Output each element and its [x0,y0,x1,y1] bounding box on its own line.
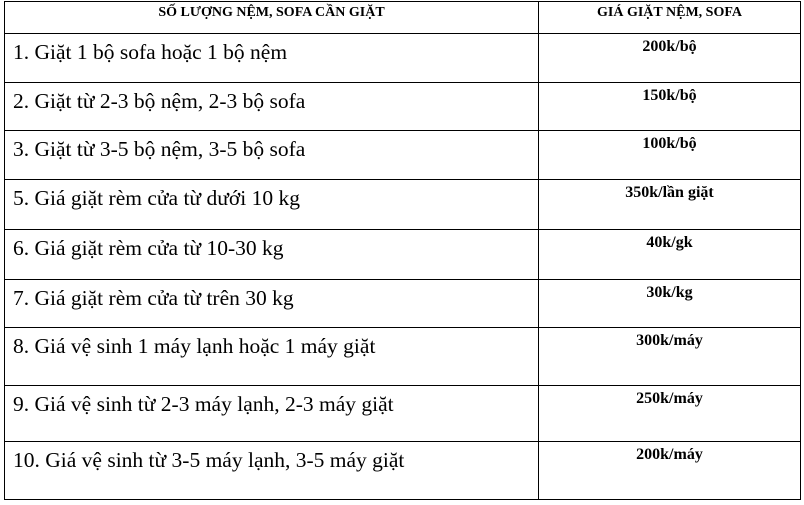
row-description: 1. Giặt 1 bộ sofa hoặc 1 bộ nệm [5,34,539,83]
table-row [5,180,801,230]
table-header-row [5,2,801,34]
row-price: 150k/bộ [539,82,801,131]
table-row [5,328,801,386]
row-price: 30k/kg [539,279,801,328]
row-description: 8. Giá vệ sinh 1 máy lạnh hoặc 1 máy giặt [5,328,539,386]
row-price: 40k/gk [539,229,801,279]
table-row [5,279,801,328]
row-price: 200k/máy [539,442,801,500]
row-price: 300k/máy [539,328,801,386]
table-row [5,386,801,442]
row-description: 2. Giặt từ 2-3 bộ nệm, 2-3 bộ sofa [5,82,539,131]
table-row [5,131,801,180]
price-table [4,1,801,500]
table-row [5,442,801,500]
row-description: 6. Giá giặt rèm cửa từ 10-30 kg [5,229,539,279]
table-row [5,34,801,83]
header-price: GIÁ GIẶT NỆM, SOFA [539,2,801,34]
header-quantity: SỐ LƯỢNG NỆM, SOFA CẦN GIẶT [5,2,539,34]
row-price: 350k/lần giặt [539,180,801,230]
row-description: 5. Giá giặt rèm cửa từ dưới 10 kg [5,180,539,230]
row-description: 3. Giặt từ 3-5 bộ nệm, 3-5 bộ sofa [5,131,539,180]
row-description: 7. Giá giặt rèm cửa từ trên 30 kg [5,279,539,328]
row-description: 9. Giá vệ sinh từ 2-3 máy lạnh, 2-3 máy giặt [5,386,539,442]
row-price: 250k/máy [539,386,801,442]
table-row [5,229,801,279]
table-row [5,82,801,131]
row-description: 10. Giá vệ sinh từ 3-5 máy lạnh, 3-5 máy giặt [5,442,539,500]
row-price: 200k/bộ [539,34,801,83]
row-price: 100k/bộ [539,131,801,180]
